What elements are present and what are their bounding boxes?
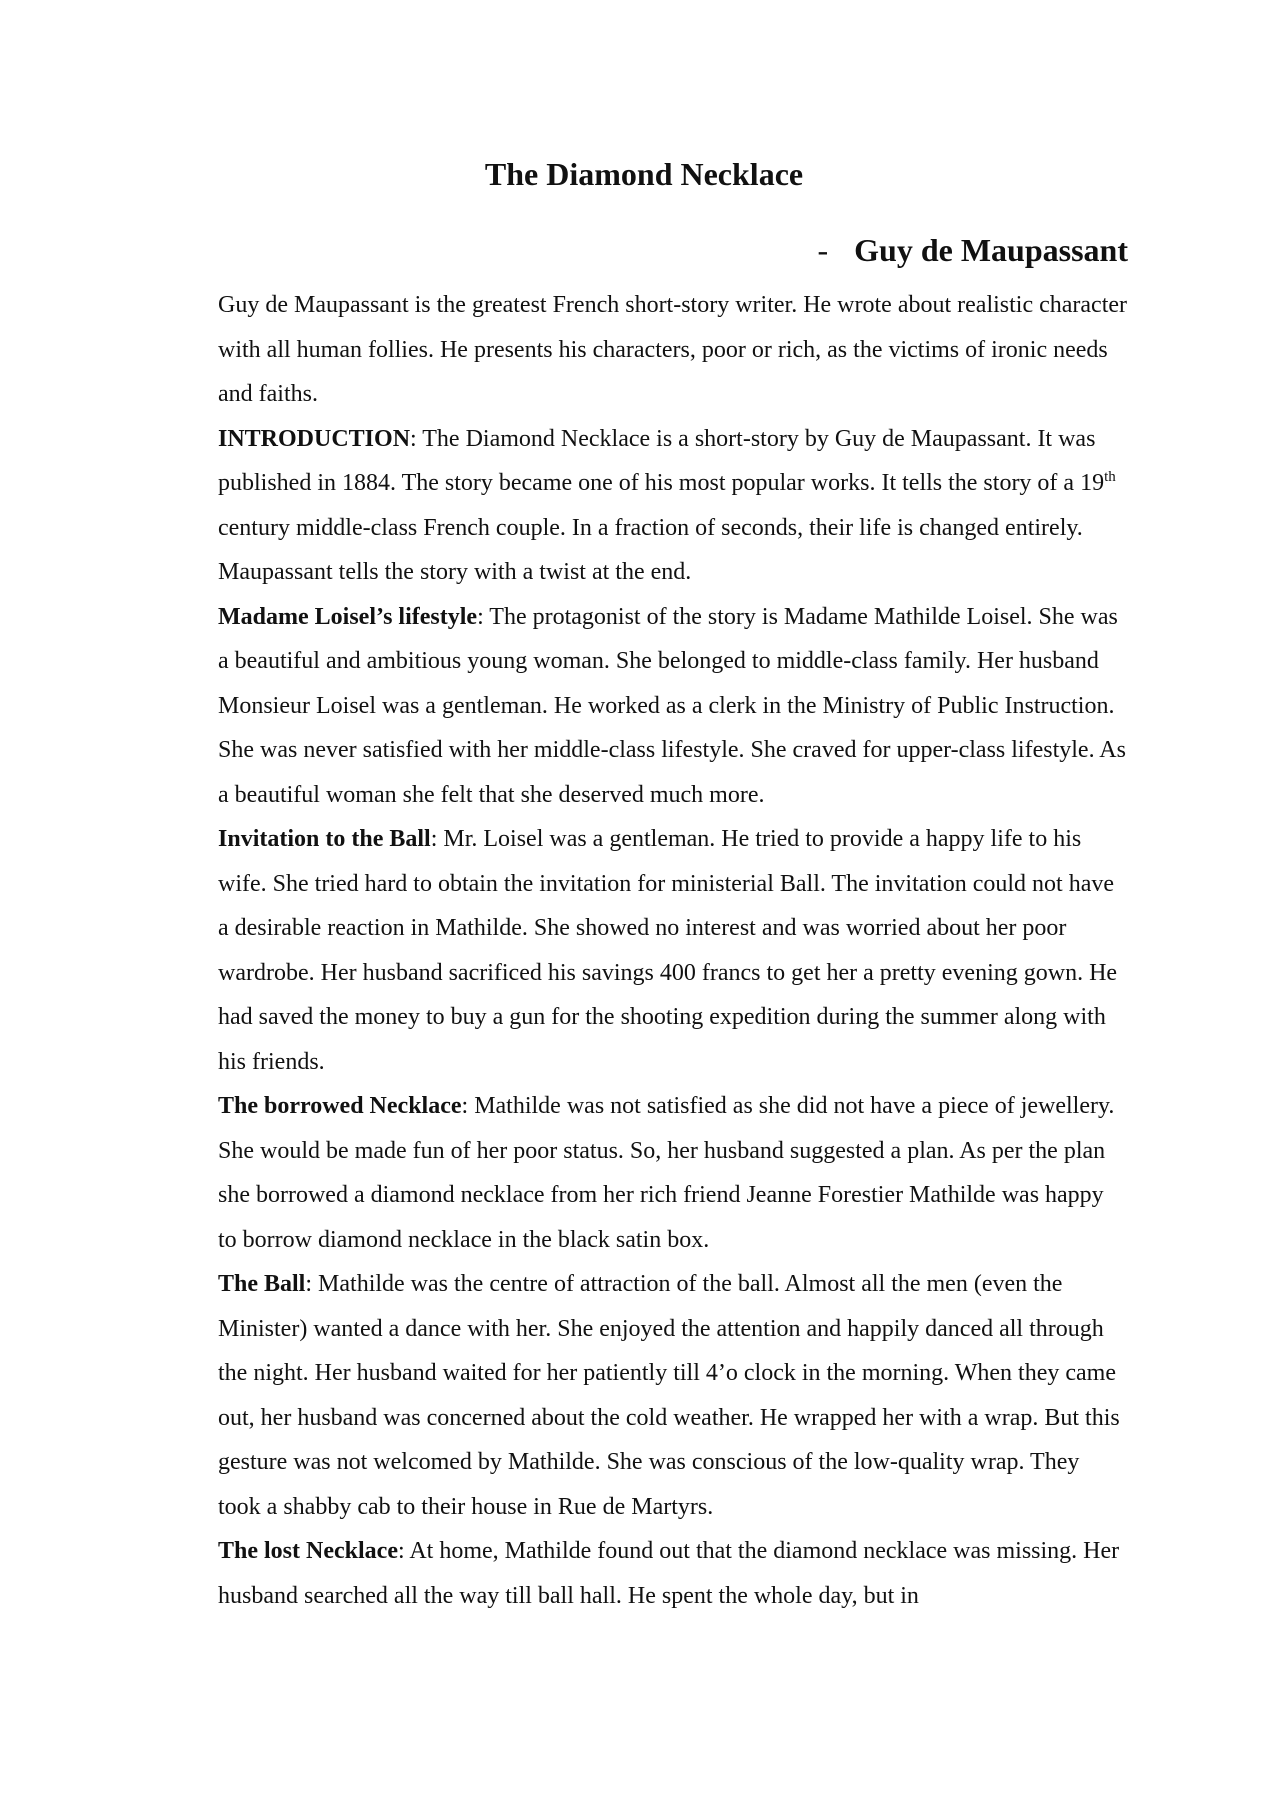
paragraph-lifestyle (218, 595, 1128, 818)
heading-separator: : (430, 826, 444, 852)
paragraph-text: Mathilde was not satisfied as she did not have a piece of jewellery. She would be made fun of her poor status. So, her husband suggested a plan. As per the plan she borrowed a diamond necklace from her rich friend Jeanne Forestier Mathilde was happy to borrow diamond necklace in the black satin box. (218, 1093, 1115, 1253)
document-body (218, 283, 1128, 1618)
paragraph-invitation (218, 817, 1128, 1084)
paragraph-the-ball (218, 1262, 1128, 1529)
document-title: The Diamond Necklace (484, 156, 804, 192)
heading-separator: : (477, 603, 490, 630)
heading-separator: : (397, 1538, 410, 1564)
heading-separator: : (305, 1271, 319, 1297)
paragraph-borrowed-necklace (218, 1084, 1128, 1262)
paragraph-text: Mathilde was the centre of attraction of the ball. Almost all the men (even the Minister) wanted a dance with her. She enjoyed the attention and happily danced all through the night. Her husband waited for her patiently till 4’o clock in the morning. When they came out, her husband was concerned about the cold weather. He wrapped her with a wrap. But this gesture was not welcomed by Mathilde. She was conscious of the low-quality wrap. They took a shabby cab to their house in Rue de Martyrs. (218, 1271, 1120, 1520)
paragraph-lost-necklace (218, 1529, 1128, 1618)
author-byline (818, 228, 1129, 272)
paragraph-text: The protagonist of the story is Madame Mathilde Loisel. She was a beautiful and ambitious young woman. She belonged to middle-class family. Her husband Monsieur Loisel was a gentleman. He worked as a clerk in the Ministry of Public Instruction. She was never satisfied with her middle-class lifestyle. She craved for upper-class lifestyle. As a beautiful woman she felt that she deserved much more. (218, 603, 1126, 808)
paragraph-text: At home, Mathilde found out that the diamond necklace was missing. Her husband searched all the way till ball hall. He spent the whole day, but in (218, 1538, 1120, 1609)
heading-separator: : (410, 425, 423, 452)
paragraph-text: The Diamond Necklace is a short-story by Guy de Maupassant. It was published in 1884. The story became one of his most popular works. It tells the story of a 19 (218, 425, 1105, 496)
section-heading: INTRODUCTION (218, 425, 411, 452)
paragraph-text: Guy de Maupassant is the greatest French short-story writer. He wrote about realistic character with all human follies. He presents his characters, poor or rich, as the victims of ironic needs and faiths. (218, 292, 1128, 407)
heading-separator: : (461, 1093, 475, 1119)
section-heading: Madame Loisel’s lifestyle (218, 603, 478, 630)
paragraph-text-continued: century middle-class French couple. In a fraction of seconds, their life is changed entirely. Maupassant tells the story with a twist at the end. (218, 514, 1083, 585)
author-dash: - (817, 232, 829, 268)
paragraph-text: Mr. Loisel was a gentleman. He tried to provide a happy life to his wife. She tried hard to obtain the invitation for ministerial Ball. The invitation could not have a desirable reaction in Mathilde. She showed no interest and was worried about her poor wardrobe. Her husband sacrificed his savings 400 francs to get her a pretty evening gown. He had saved the money to buy a gun for the shooting expedition during the summer along with his friends. (218, 826, 1118, 1075)
paragraph-introduction (218, 417, 1128, 595)
section-heading: Invitation to the Ball (218, 826, 431, 852)
paragraph-intro (218, 283, 1128, 417)
section-heading: The lost Necklace (218, 1538, 398, 1564)
section-heading: The Ball (218, 1271, 306, 1297)
author-name: Guy de Maupassant (854, 232, 1128, 268)
section-heading: The borrowed Necklace (218, 1093, 462, 1119)
ordinal-superscript: th (1104, 469, 1116, 485)
